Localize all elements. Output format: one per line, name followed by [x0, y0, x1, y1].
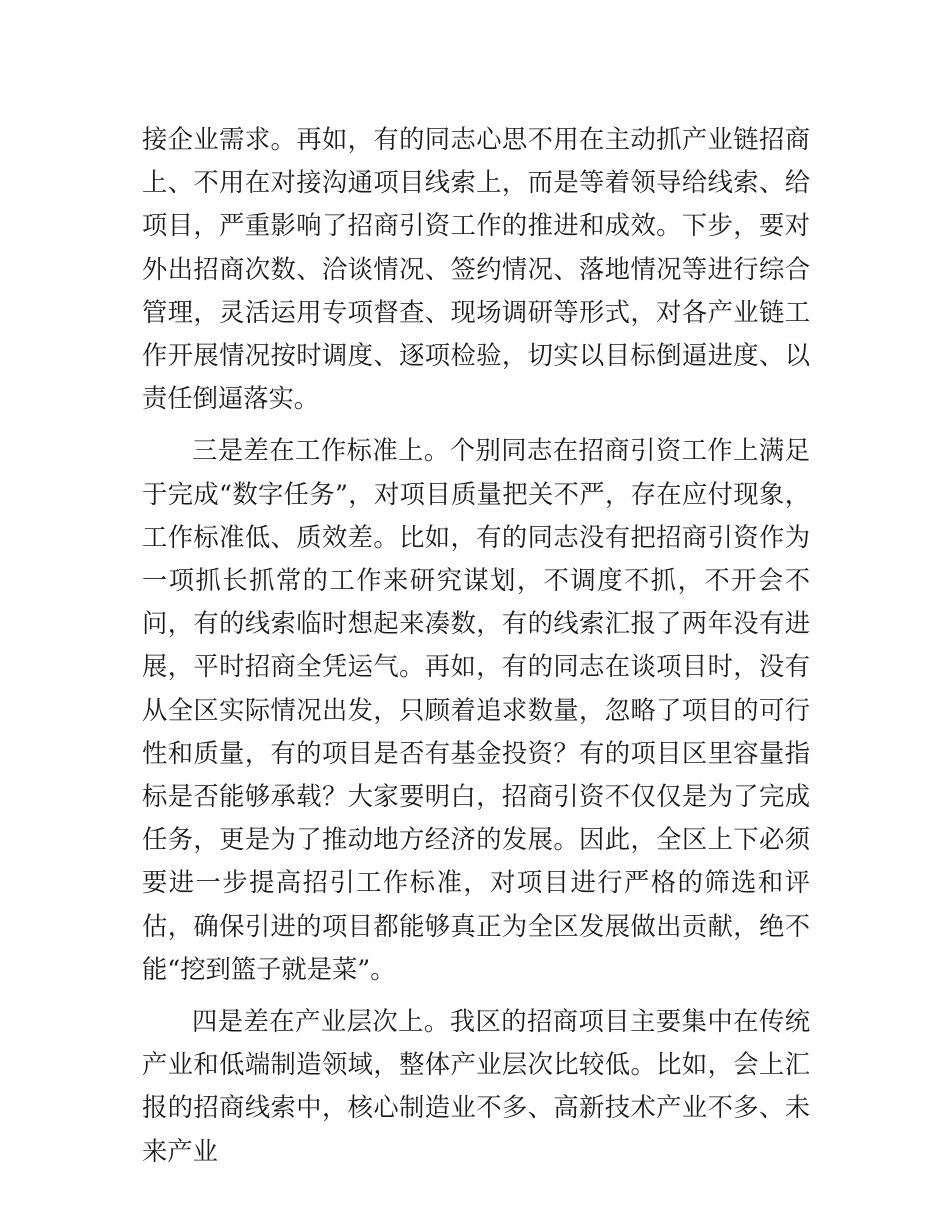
- paragraph-continuation: 接企业需求。再如，有的同志心思不用在主动抓产业链招商上、不用在对接沟通项目线索上，而是等着领导给线索、给项目，严重影响了招商引资工作的推进和成效。下步，要对外出招商次数、洽谈情况、签约情况、落地情况等进行综合管理，灵活运用专项督查、现场调研等形式，对各产业链工作开展情况按时调度、逐项检验，切实以目标倒逼进度、以责任倒逼落实。: [142, 125, 810, 414]
- paragraph-work-standards: 三是差在工作标准上。个别同志在招商引资工作上满足于完成“数字任务”，对项目质量把关不严，存在应付现象，工作标准低、质效差。比如，有的同志没有把招商引资作为一项抓长抓常的工作来研究谋划，不调度不抓，不开会不问，有的线索临时想起来凑数，有的线索汇报了两年没有进展，平时招商全凭运气。再如，有的同志在谈项目时，没有从全区实际情况出发，只顾着追求数量，忽略了项目的可行性和质量，有的项目是否有基金投资？有的项目区里容量指标是否能够承载？大家要明白，招商引资不仅仅是为了完成任务，更是为了推动地方经济的发展。因此，全区上下必须要进一步提高招引工作标准，对项目进行严格的筛选和评估，确保引进的项目都能够真正为全区发展做出贡献，绝不能“挖到篮子就是菜”。: [142, 436, 810, 984]
- paragraph-industry-level: 四是差在产业层次上。我区的招商项目主要集中在传统产业和低端制造领域，整体产业层次比较低。比如，会上汇报的招商线索中，核心制造业不多、高新技术产业不多、未来产业: [142, 1007, 810, 1166]
- document-body: [142, 118, 810, 1182]
